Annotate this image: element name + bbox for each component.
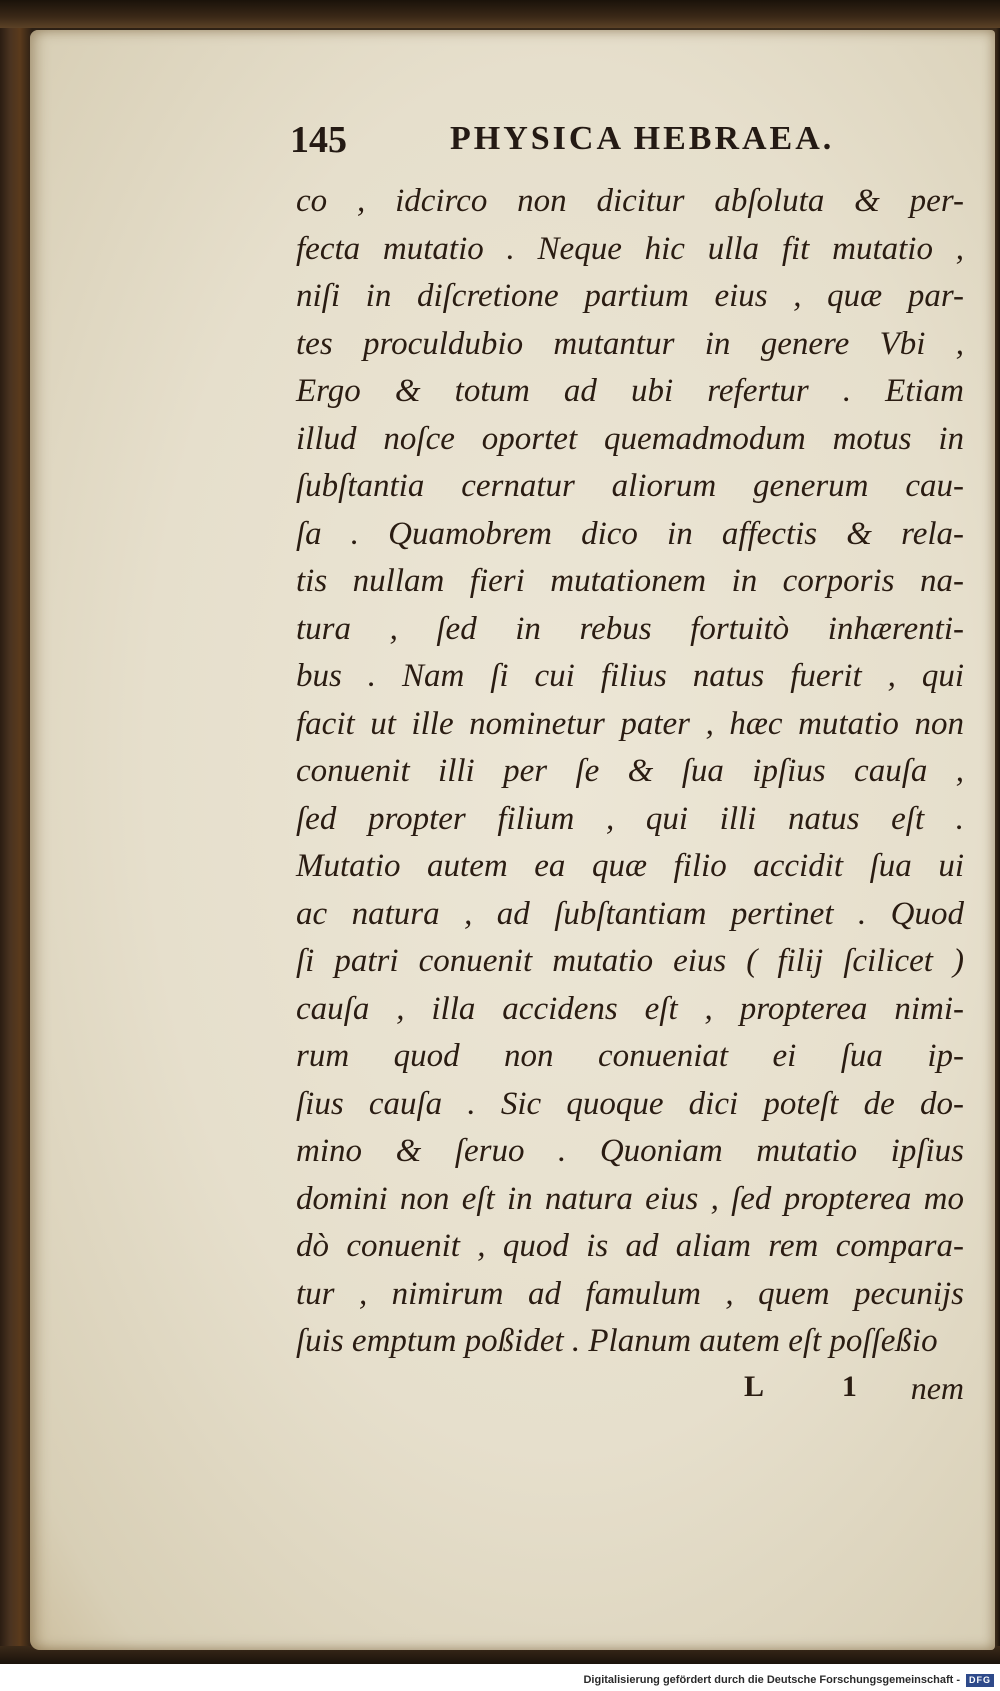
text-line: Ergo & totum ad ubi refertur . Etiam	[296, 373, 964, 409]
text-line: niſi in diſcretione partium eius , quæ par-	[296, 278, 964, 314]
catchword: nem	[910, 1370, 964, 1406]
text-line: tura , ſed in rebus fortuitò inhærenti-	[296, 610, 964, 647]
text-line: tis nullam fieri mutationem in corporis na-	[296, 563, 964, 599]
text-line: ſubſtantia cernatur aliorum generum cau-	[296, 468, 964, 504]
dfg-logo: DFG	[966, 1674, 994, 1687]
text-line: facit ut ille nominetur pater , hæc mutatio non	[296, 705, 964, 742]
text-line: cauſa , illa accidens eſt , propterea nimi-	[296, 990, 964, 1027]
text-line: conuenit illi per ſe & ſua ipſius cauſa ,	[296, 753, 964, 789]
text-line: rum quod non conueniat ei ſua ip-	[296, 1038, 964, 1074]
body-text	[296, 178, 964, 1366]
text-line: ſuis emptum poßidet . Planum autem eſt poſſeßio	[296, 1323, 938, 1359]
text-line: fecta mutatio . Neque hic ulla fit mutatio ,	[296, 230, 964, 267]
text-line: co , idcirco non dicitur abſoluta & per-	[296, 183, 964, 219]
text-line: ſed propter filium , qui illi natus eſt .	[296, 800, 964, 837]
funding-note: Digitalisierung gefördert durch die Deutsche Forschungsgemeinschaft -	[583, 1674, 960, 1686]
text-line: dò conuenit , quod is ad aliam rem compara-	[296, 1228, 964, 1264]
text-line: ſi patri conuenit mutatio eius ( filij ſcilicet )	[296, 943, 964, 979]
text-line: Mutatio autem ea quæ filio accidit ſua ui	[296, 848, 964, 884]
text-line: ſius cauſa . Sic quoque dici poteſt de do-	[296, 1085, 964, 1122]
signature-mark: L 1	[744, 1370, 893, 1403]
text-line: mino & ſeruo . Quoniam mutatio ipſius	[296, 1133, 964, 1169]
text-line: ſa . Quamobrem dico in affectis & rela-	[296, 515, 964, 552]
text-line: bus . Nam ſi cui filius natus fuerit , qui	[296, 658, 964, 694]
text-line: tur , nimirum ad famulum , quem pecunijs	[296, 1275, 964, 1312]
page-number: 145	[290, 119, 347, 161]
page-header	[290, 118, 890, 168]
text-line: tes proculdubio mutantur in genere Vbi ,	[296, 325, 964, 362]
text-line: illud noſce oportet quemadmodum motus in	[296, 420, 964, 457]
catchline	[744, 1370, 964, 1418]
digitization-footer	[0, 1672, 1000, 1691]
text-line: domini non eſt in natura eius , ſed propterea mo	[296, 1180, 964, 1217]
text-line: ac natura , ad ſubſtantiam pertinet . Quod	[296, 895, 964, 932]
running-head: PHYSICA HEBRAEA.	[450, 120, 835, 157]
book-top-edge	[0, 0, 1000, 28]
